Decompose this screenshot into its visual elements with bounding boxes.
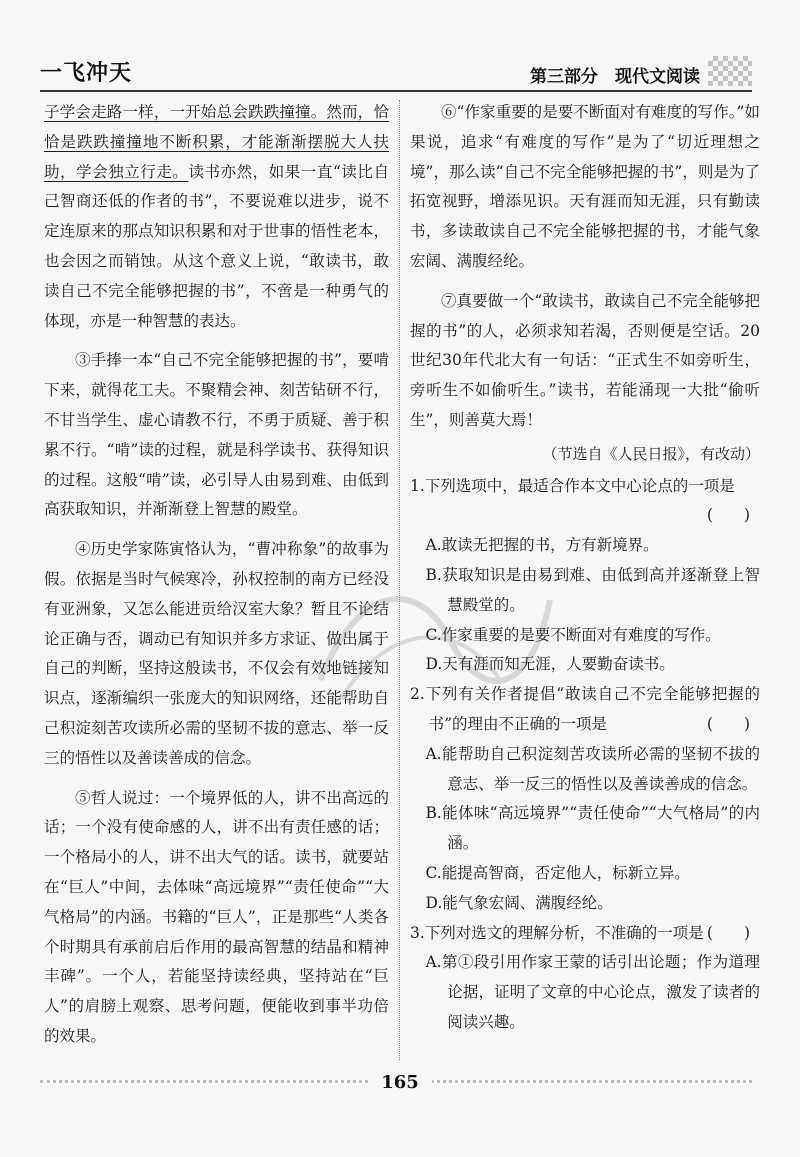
underlined-sentence: 子学会走路一样，一开始总会跌跌撞撞。然而，恰恰是跌跌撞撞地不断积累，才能渐渐摆脱大人扶助，学会独立行走。 [44,103,389,181]
question-stem-text: 3.下列对选文的理解分析，不准确的一项是 [410,923,704,942]
question-3 [410,919,760,1038]
answer-bracket[interactable]: ( ) [706,714,750,733]
left-column [44,98,389,1062]
question-stem [410,680,760,740]
option-b: B.获取知识是由易到难、由低到高并逐渐登上智慧殿堂的。 [425,565,760,614]
section-title: 第三部分 现代文阅读 [530,67,700,87]
question-2 [410,680,760,918]
option-a: A.能帮助自己积淀刻苦攻读所必需的坚韧不拔的意志、举一反三的悟性以及善读善成的信念。 [425,744,760,793]
option-d: D.能气象宏阔、满腹经纶。 [425,893,613,912]
question-stem-text: 2.下列有关作者提倡“敢读自己不完全能够把握的书”的理由不正确的一项是 [410,685,760,733]
answer-bracket[interactable]: ( ) [706,923,750,942]
page-number: 165 [368,1070,432,1096]
checker-pattern-icon [708,56,752,86]
question-stem: 1.下列选项中，最适合作本文中心论点的一项是 [410,476,735,495]
right-column [410,98,760,1038]
option-d: D.天有涯而知无涯，人要勤奋读书。 [425,655,675,674]
paragraph-4: ④历史学家陈寅恪认为，“曹冲称象”的故事为假。依据是当时气候寒冷，孙权控制的南方已经没有亚洲象，又怎么能进贡给汉室大象？暂且不论结论正确与否，调动已有知识并多方求证、做出属于自己的判断，坚持这般读书，不仅会有效地链接知识点，逐渐编织一张庞大的知识网络，还能帮助自己积淀刻苦攻读所必需的坚韧不拔的意志、举一反三的悟性以及善读善成的信念。 [44,540,389,767]
source-citation: （节选自《人民日报》，有改动） [542,444,760,463]
question-1 [410,472,760,681]
answer-bracket[interactable]: ( ) [706,506,750,525]
paragraph-text: 读书亦然，如果一直“读比自己智商还低的作者的书”，不要说难以进步，说不定连原来的那点知识积累和对于世事的悟性老本，也会因之而销蚀。从这个意义上说，“敢读书，敢读自己不完全能够把握的书”，不啻是一种勇气的体现，亦是一种智慧的表达。 [44,162,389,330]
paragraph-6: ⑥“作家重要的是要不断面对有难度的写作。”如果说，追求“有难度的写作”是为了“切近理想之境”，那么读“自己不完全能够把握的书”，则是为了拓宽视野，增添见识。天有涯而知无涯，只有勤读书，多读敢读自己不完全能够把握的书，才能气象宏阔、满腹经纶。 [410,103,760,270]
page-header [40,50,752,92]
paragraph-5: ⑤哲人说过：一个境界低的人，讲不出高远的话；一个没有使命感的人，讲不出有责任感的话；一个格局小的人，讲不出大气的话。读书，就要站在“巨人”中间，去体味“高远境界”“责任使命”“大气格局”的内涵。书籍的“巨人”，正是那些“人类各个时期具有承前启后作用的最高智慧的结晶和精神丰碑”。一个人，若能坚持读经典，坚持站在“巨人”的肩膀上观察、思考问题，便能收到事半功倍的效果。 [44,788,389,1045]
paragraph-3: ③手捧一本“自己不完全能够把握的书”，要啃下来，就得花工夫。不聚精会神、刻苦钻研不行，不甘当学生、虚心请教不行，不勇于质疑、善于积累不行。“啃”读的过程，就是科学读书、获得知识的过程。这般“啃”读，必引导人由易到难、由低到高获取知识，并渐渐登上智慧的殿堂。 [44,351,389,519]
option-b: B.能体味“高远境界”“责任使命”“大气格局”的内涵。 [425,804,760,853]
option-c: C.作家重要的是要不断面对有难度的写作。 [425,625,721,644]
option-a: A.第①段引用作家王蒙的话引出论题；作为道理论据，证明了文章的中心论点，激发了读者的阅读兴趣。 [425,953,760,1031]
column-divider [399,100,400,1060]
paragraph-2-continued [44,98,389,336]
paragraph-7: ⑦真要做一个“敢读书，敢读自己不完全能够把握的书”的人，必须求知若渴，否则便是空话。20世纪30年代北大有一句话：“正式生不如旁听生，旁听生不如偷听生。”读书，若能涌现一大批“偷听生”，则善莫大焉！ [410,291,760,429]
question-stem [410,919,760,949]
brand-logo: 一飞冲天 [40,61,133,86]
option-c: C.能提高智商，否定他人，标新立异。 [425,863,690,882]
option-a: A.敢读无把握的书，方有新境界。 [425,536,659,555]
